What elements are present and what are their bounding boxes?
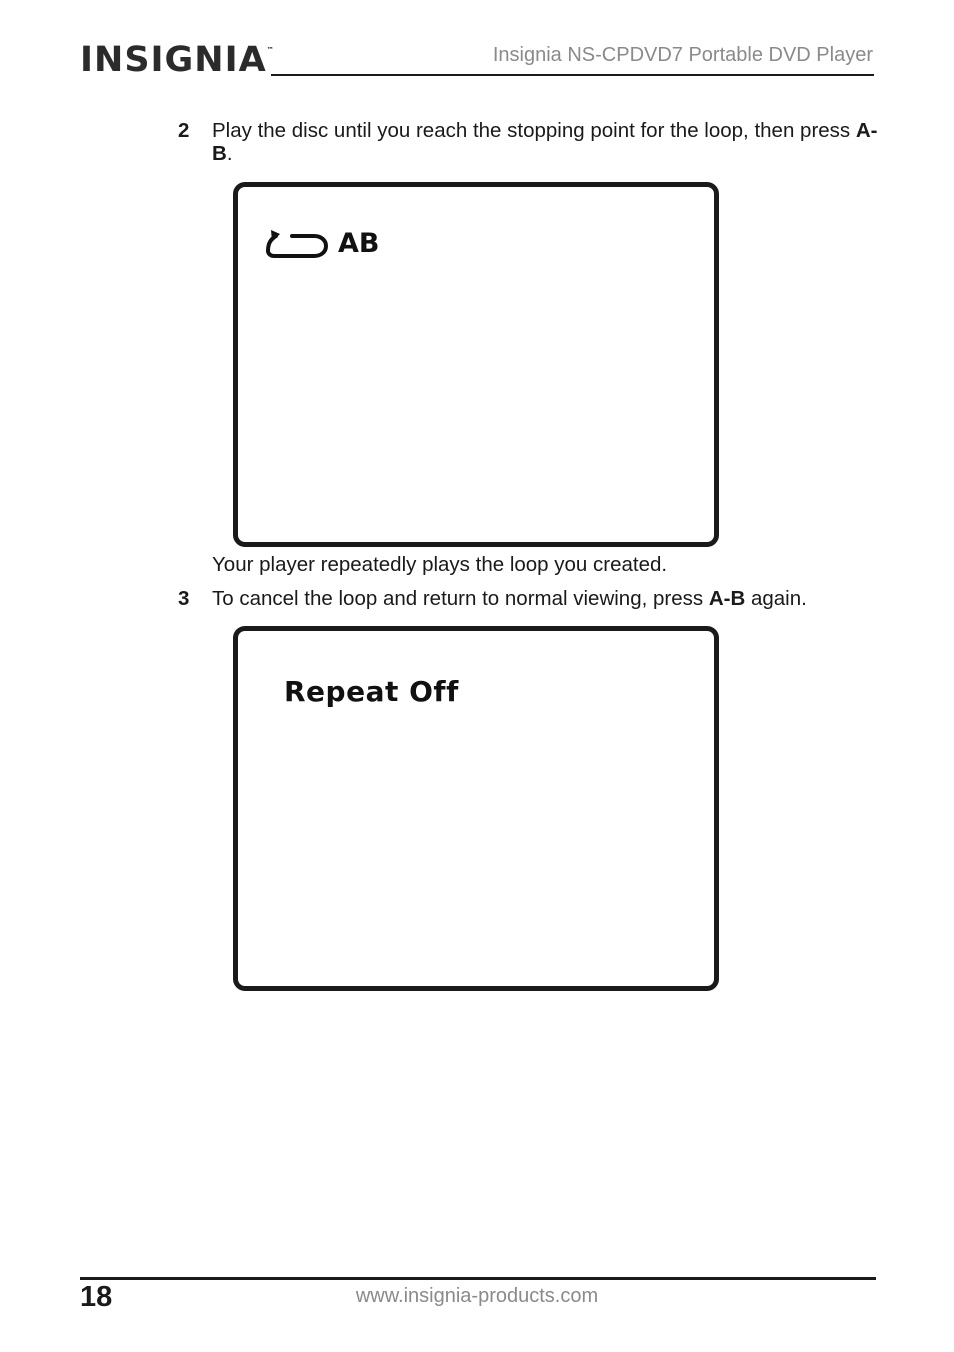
osd-ab-label: AB xyxy=(338,227,380,259)
osd-screen-ab xyxy=(233,182,719,547)
logo-text: INSIGNIA xyxy=(80,40,267,80)
header-rule xyxy=(271,74,874,76)
osd-repeat-off-label: Repeat Off xyxy=(284,675,459,708)
note-text: Your player repeatedly plays the loop you created. xyxy=(212,553,668,576)
step-text: To cancel the loop and return to normal viewing, press A-B again. xyxy=(212,587,807,610)
header-title: Insignia NS-CPDVD7 Portable DVD Player xyxy=(492,44,873,66)
osd-ab-indicator xyxy=(262,223,379,263)
key-label: A-B xyxy=(708,587,746,610)
key-label: A-B xyxy=(212,119,878,165)
step-number: 3 xyxy=(178,587,190,610)
step-3 xyxy=(178,587,894,610)
footer-rule xyxy=(80,1277,876,1280)
step-text: Play the disc until you reach the stopping point for the loop, then press A-B. xyxy=(212,119,878,165)
step-2 xyxy=(178,119,894,165)
logo-trademark: ™ xyxy=(266,46,274,54)
footer-url: www.insignia-products.com xyxy=(355,1285,599,1307)
repeat-loop-icon xyxy=(262,223,332,263)
step-number: 2 xyxy=(178,119,190,142)
osd-screen-repeat-off xyxy=(233,626,719,991)
insignia-logo xyxy=(80,40,274,80)
page-number: 18 xyxy=(80,1281,113,1313)
